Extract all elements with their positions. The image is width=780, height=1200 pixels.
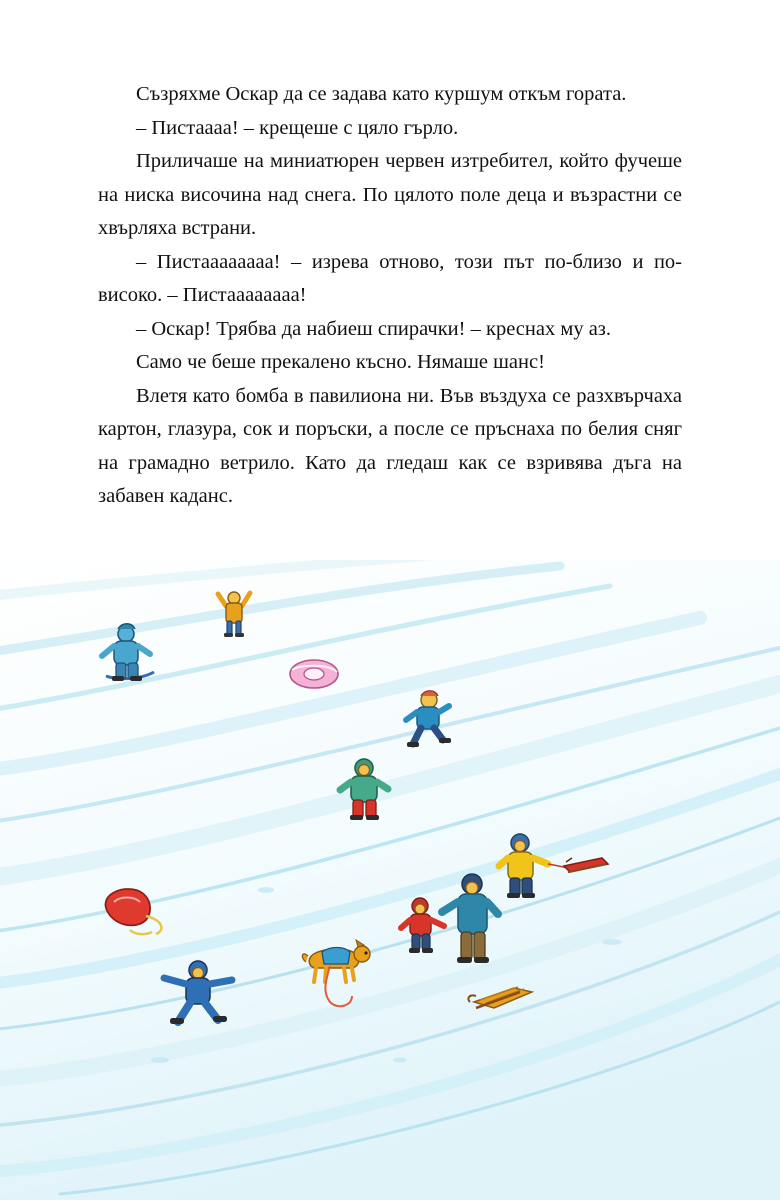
text-column — [98, 78, 682, 514]
paragraph: – Оскар! Трябва да набиеш спирачки! – креснах му аз. — [136, 317, 612, 340]
paragraph: Приличаше на миниатюрен червен изтребител, който фучеше на ниска височина над снега. По цялото поле деца и възрастни се хвърляха встрани. — [98, 150, 682, 239]
snowy-hill-illustration — [0, 560, 780, 1200]
paragraph: Съзряхме Оскар да се задава като куршум откъм гората. — [136, 83, 627, 105]
paragraph: – Пистаааааааа! – изрева отново, този път по-близо и по-високо. – Пистаааааааа! — [98, 250, 682, 306]
paragraph: – Пистаааа! – крещеше с цяло гърло. — [136, 116, 459, 139]
pink-inner-tube — [290, 660, 338, 688]
paragraph: Само че беше прекалено късно. Нямаше шанс! — [136, 351, 545, 373]
paragraph: Влетя като бомба в павилиона ни. Във въздуха се разхвърчаха картон, глазура, сок и поръски, а после се пръснаха по белия сняг на грамадно ветрило. Като да гледаш как се взривява дъга на забавен каданс. — [98, 384, 682, 507]
